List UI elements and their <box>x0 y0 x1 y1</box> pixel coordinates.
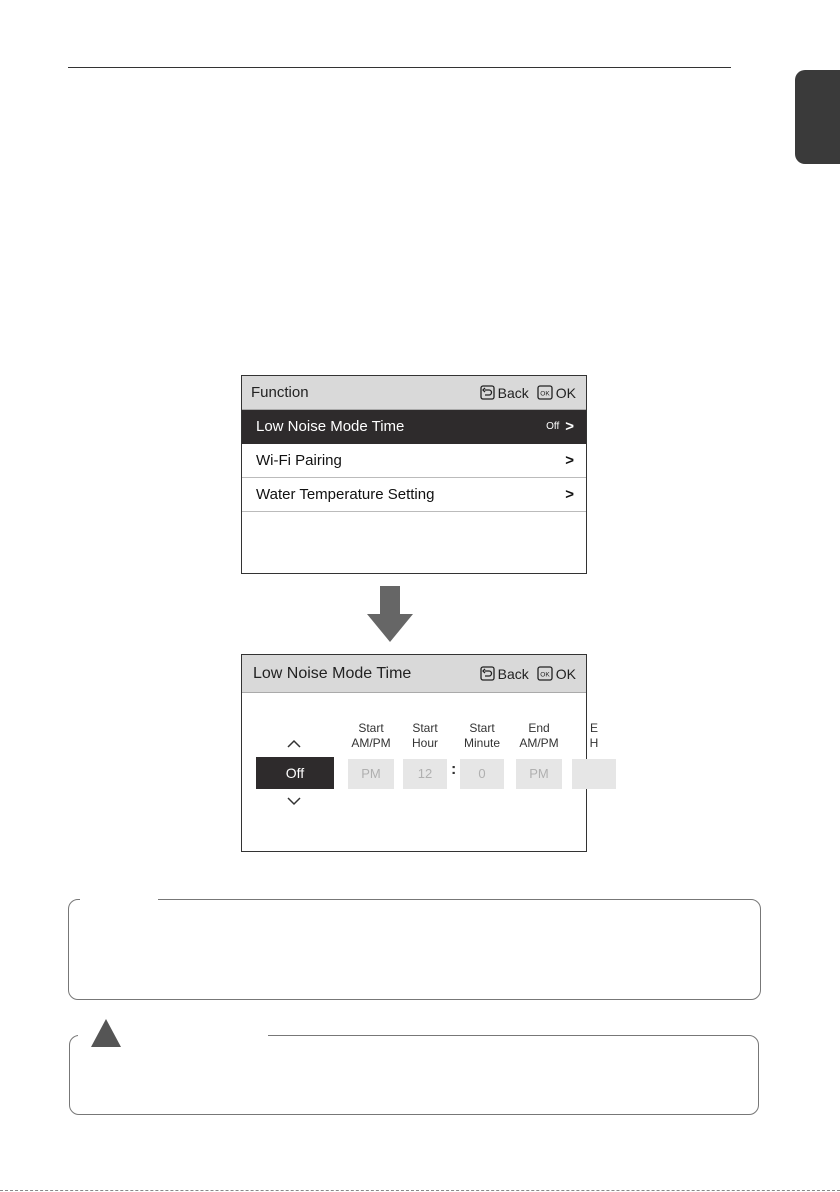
column-value-box[interactable]: 0 <box>460 759 504 789</box>
ok-key-icon <box>537 385 553 400</box>
column-end-ampm <box>516 721 562 789</box>
note-box <box>68 899 761 1000</box>
warning-triangle-icon <box>90 1018 122 1048</box>
low-noise-header <box>242 655 586 693</box>
column-start-minute <box>460 721 504 789</box>
low-noise-mode-time-screen <box>241 654 599 852</box>
column-label-line2: Hour <box>411 736 438 750</box>
ok-label: OK <box>555 384 576 401</box>
column-label-line1: Start <box>412 721 438 735</box>
language-side-tab <box>795 70 840 164</box>
column-label-line1: Start <box>358 721 384 735</box>
ok-label: OK <box>555 665 576 682</box>
function-title: Function <box>251 384 309 401</box>
menu-item-water-temperature-setting[interactable] <box>242 478 586 512</box>
column-label-line1: Start <box>469 721 495 735</box>
column-start-ampm <box>348 721 394 789</box>
column-value-box[interactable]: 12 <box>403 759 447 789</box>
column-value-box[interactable] <box>572 759 616 789</box>
ok-button[interactable] <box>537 666 576 682</box>
ok-key-icon <box>537 666 553 681</box>
menu-item-value: Off <box>546 421 560 432</box>
menu-item-low-noise-mode-time[interactable] <box>242 410 586 444</box>
low-noise-title: Low Noise Mode Time <box>253 664 412 682</box>
chevron-right-icon: > <box>565 486 574 503</box>
chevron-right-icon: > <box>565 452 574 469</box>
column-label-line1: E <box>589 721 598 735</box>
down-arrow-icon <box>367 586 413 642</box>
time-colon: : <box>451 761 457 778</box>
note-label-gap <box>80 896 158 902</box>
column-label-line1: End <box>528 721 550 735</box>
back-button[interactable] <box>480 385 529 401</box>
back-arrow-icon <box>480 385 495 400</box>
ok-button[interactable] <box>537 385 576 401</box>
menu-item-label: Low Noise Mode Time <box>256 418 405 435</box>
column-label-line2: Minute <box>463 736 501 750</box>
function-header <box>242 376 586 410</box>
function-screen <box>241 375 587 574</box>
back-button[interactable] <box>480 666 529 682</box>
back-arrow-icon <box>480 666 495 681</box>
column-value-box[interactable]: PM <box>516 759 562 789</box>
column-label-line2: AM/PM <box>351 736 391 750</box>
column-start-hour <box>403 721 447 789</box>
caution-box <box>69 1035 759 1115</box>
svg-text:OK: OK <box>540 390 550 398</box>
page-cut-line <box>0 1190 840 1191</box>
low-noise-selected-value[interactable]: Off <box>256 757 334 789</box>
chevron-down-icon[interactable] <box>287 793 301 811</box>
chevron-right-icon: > <box>565 418 574 435</box>
column-label-line2: AM/PM <box>519 736 559 750</box>
back-label: Back <box>497 384 529 401</box>
chevron-up-icon[interactable] <box>287 735 301 753</box>
top-rule <box>68 67 731 68</box>
back-label: Back <box>497 665 529 682</box>
column-value-box[interactable]: PM <box>348 759 394 789</box>
menu-item-label: Wi-Fi Pairing <box>256 452 342 469</box>
svg-text:OK: OK <box>540 671 550 679</box>
menu-item-wifi-pairing[interactable] <box>242 444 586 478</box>
column-label-line2: H <box>589 736 599 750</box>
column-end-hour <box>572 721 616 789</box>
menu-item-label: Water Temperature Setting <box>256 486 435 503</box>
